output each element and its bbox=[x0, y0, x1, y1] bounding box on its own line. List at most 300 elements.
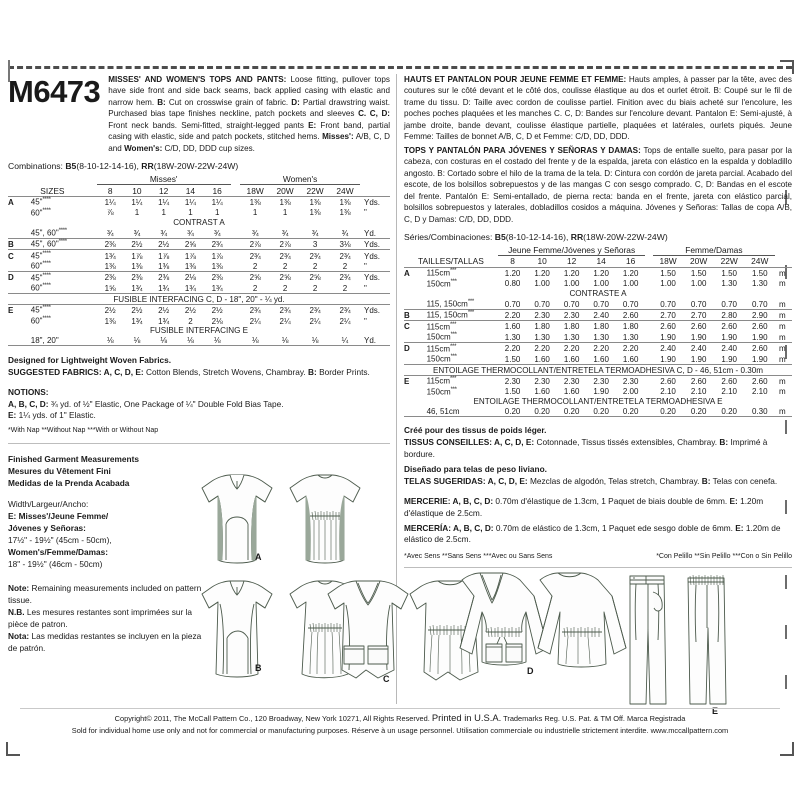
yardage-value: 1¼ bbox=[131, 198, 143, 207]
row-view-code: D bbox=[8, 273, 14, 283]
yardage-value: 1¼ bbox=[184, 198, 196, 207]
yardage-value: 2¼ bbox=[279, 316, 291, 326]
nap-marker: **** bbox=[42, 250, 51, 257]
fgm-womens-value: 18" - 19½" (46cm - 50cm) bbox=[8, 559, 103, 570]
yardage-value: 1.00 bbox=[534, 279, 550, 289]
nap-marker: **** bbox=[58, 239, 67, 246]
row-unit: Yds. bbox=[363, 306, 380, 316]
row-unit: m bbox=[779, 268, 786, 278]
yardage-value: 2¼ bbox=[249, 316, 261, 326]
yardage-value: 1.80 bbox=[534, 322, 550, 332]
yardage-value: 2.30 bbox=[563, 376, 580, 386]
yardage-value: 1⅞ bbox=[158, 251, 170, 261]
yardage-value: 1⅜ bbox=[279, 198, 291, 207]
row-unit: Yds. bbox=[363, 273, 380, 283]
row-view-code bbox=[8, 228, 20, 239]
footer-printed-in-usa: Printed in U.S.A. bbox=[431, 712, 502, 723]
suggested-fabrics-french bbox=[404, 437, 792, 461]
yardage-value: ¾ bbox=[187, 228, 194, 238]
notions-spanish bbox=[404, 523, 792, 547]
yardage-value: 1.60 bbox=[622, 354, 639, 364]
yardage-value: 2½ bbox=[158, 240, 170, 250]
yardage-value: 1 bbox=[214, 208, 220, 218]
yardage-value: 2.30 bbox=[593, 376, 609, 386]
designed-for-spanish-text: Diseñado para telas de peso liviano. bbox=[404, 464, 547, 475]
table-row bbox=[404, 309, 792, 320]
yardage-value: 3⅛ bbox=[339, 240, 351, 250]
yardage-value: 3 bbox=[312, 240, 318, 250]
suggested-fabrics-views: A, C, D, E: bbox=[101, 367, 144, 378]
yardage-value: 0.70 bbox=[721, 299, 737, 309]
row-unit: " bbox=[363, 261, 367, 271]
notions-spanish-views: A, B, C, D: bbox=[451, 522, 494, 533]
yardage-value: 2.20 bbox=[534, 344, 550, 354]
row-view-code bbox=[404, 407, 416, 417]
group-header-womens: Femme/Damas bbox=[653, 244, 775, 255]
yardage-value: 2¼ bbox=[339, 316, 351, 326]
english-description-body-5: Front band, partial casing with elastic, side and patch pockets, stitched hems. bbox=[108, 120, 390, 142]
view-letter-d: D bbox=[527, 666, 534, 676]
yardage-value: 1.90 bbox=[660, 332, 676, 342]
yardage-value: 1⅜ bbox=[104, 261, 116, 271]
row-view-code bbox=[404, 278, 416, 288]
notions-heading-text: NOTIONS: bbox=[8, 386, 49, 397]
view-letter-b: B bbox=[255, 663, 262, 673]
notions-line-2 bbox=[8, 410, 390, 422]
yardage-value: 0.20 bbox=[593, 406, 609, 416]
yardage-value: 2¾ bbox=[339, 306, 351, 316]
spanish-description bbox=[404, 145, 792, 225]
size-header: 10 bbox=[132, 185, 142, 196]
yardage-value: 1 bbox=[188, 208, 193, 218]
yardage-value: 1⅜ bbox=[309, 208, 321, 218]
band-label: ENTOILAGE THERMOCOLLANT/ENTRETELA TERMOADHESIVA E bbox=[473, 397, 723, 407]
fgm-title-fr-text: Mesures du Vêtement Fini bbox=[8, 466, 111, 477]
group-header-misses: Misses' bbox=[97, 173, 231, 184]
yardage-value: 2.60 bbox=[751, 344, 768, 354]
yardage-value: 1⅜ bbox=[249, 198, 261, 207]
notions-line-2-body: 1¼ yds. of 1" Elastic. bbox=[16, 410, 96, 421]
yardage-value: 1¾ bbox=[184, 283, 196, 293]
yardage-value: 2¾ bbox=[339, 251, 351, 261]
yardage-value: 2.80 bbox=[721, 311, 737, 320]
yardage-value: ¾ bbox=[311, 228, 319, 238]
view-letter-c: C bbox=[383, 674, 390, 684]
size-header: 18W bbox=[246, 185, 264, 196]
table-group-header bbox=[404, 244, 792, 255]
row-fabric-width: 46, 51cm bbox=[426, 406, 460, 416]
yardage-value: 2.40 bbox=[660, 344, 676, 354]
notions-french-heading: MERCERIE: bbox=[404, 496, 451, 507]
yardage-value: 2.90 bbox=[751, 311, 768, 320]
registration-corner-bottom-right bbox=[780, 742, 794, 756]
notions-line-1-views: A, B, C, D: bbox=[8, 398, 49, 409]
yardage-value: 0.30 bbox=[751, 406, 768, 416]
size-header: 22W bbox=[720, 256, 738, 267]
fabrics-english bbox=[8, 355, 390, 379]
yardage-value: 1.80 bbox=[622, 322, 639, 332]
yardage-value: ⅛ bbox=[133, 336, 141, 346]
yardage-value: ¾ bbox=[160, 228, 167, 238]
row-unit: m bbox=[779, 376, 786, 386]
yardage-value: 1.90 bbox=[690, 354, 707, 364]
yardage-value: ¾ bbox=[341, 228, 349, 238]
suggested-fabrics-label: SUGGESTED FABRICS: bbox=[8, 367, 102, 378]
size-header: 12 bbox=[566, 256, 577, 267]
yardage-value: 0.80 bbox=[504, 279, 521, 289]
english-view-d-label: D: bbox=[291, 97, 300, 107]
band-label: FUSIBLE INTERFACING C, D - 18", 20" - ¼ yd. bbox=[113, 294, 285, 304]
row-unit: m bbox=[779, 332, 786, 342]
yardage-value: 1.00 bbox=[563, 279, 580, 289]
yardage-value: 1⅜ bbox=[339, 208, 351, 218]
band-label: CONTRAST A bbox=[173, 218, 225, 228]
yardage-value: 2½ bbox=[131, 240, 143, 250]
yardage-value: 1.50 bbox=[504, 387, 521, 397]
yardage-value: 1.60 bbox=[534, 354, 550, 364]
combination-rr-sizes: (18W-20W-22W-24W) bbox=[153, 161, 239, 172]
row-fabric-width: 115, 150cm*** bbox=[426, 298, 474, 309]
suggested-fabrics-english bbox=[8, 367, 390, 379]
band-label: CONTRASTE A bbox=[569, 289, 627, 299]
suggested-fabrics-b-label: B: bbox=[308, 367, 317, 378]
nap-marker: *** bbox=[450, 268, 457, 275]
yardage-value: 2.40 bbox=[690, 344, 707, 354]
yardage-value: 2½ bbox=[104, 306, 116, 316]
section-rule bbox=[8, 443, 390, 444]
yardage-value: 2¾ bbox=[279, 306, 291, 316]
table-closing-rule bbox=[8, 346, 390, 347]
yardage-value: 1¼ bbox=[211, 198, 223, 207]
yardage-value: 2.60 bbox=[721, 322, 737, 332]
french-description bbox=[404, 74, 792, 143]
size-header: 14 bbox=[185, 185, 196, 196]
notions-spanish-body: 0.70m de elástico de 1.3cm, 1 Paquet ede sesgo doble de 6mm. bbox=[493, 522, 736, 533]
yardage-value: 2.40 bbox=[721, 344, 737, 354]
yardage-value: 2¾ bbox=[339, 273, 351, 283]
row-view-code: D bbox=[404, 344, 410, 354]
table-row bbox=[8, 196, 390, 207]
english-misses-label: Misses': bbox=[322, 132, 354, 142]
table-row bbox=[8, 336, 390, 346]
combination-rr-code-fr-es: RR bbox=[570, 232, 584, 243]
row-view-code: E bbox=[8, 306, 14, 316]
yardage-value: ⅛ bbox=[281, 336, 289, 346]
yardage-value: 1.30 bbox=[563, 332, 580, 342]
yardage-value: 0.20 bbox=[660, 406, 676, 416]
size-header: 14 bbox=[596, 256, 606, 267]
row-fabric-width: 60"**** bbox=[30, 283, 51, 293]
yardage-value: 1⅞ bbox=[131, 251, 143, 261]
yardage-value: 2 bbox=[282, 261, 288, 271]
size-header: 8 bbox=[107, 185, 113, 196]
yardage-value: 2.60 bbox=[751, 376, 768, 386]
yardage-value: 1.30 bbox=[534, 332, 550, 342]
yardage-value: 2.70 bbox=[690, 311, 707, 320]
table-sizes-header bbox=[8, 185, 390, 197]
yardage-value: 2¾ bbox=[249, 306, 261, 316]
yardage-value: 2⅞ bbox=[279, 240, 291, 250]
band-label: FUSIBLE INTERFACING E bbox=[149, 326, 249, 336]
notions-line-2-views: E: bbox=[8, 410, 17, 421]
row-view-code bbox=[8, 261, 20, 272]
row-fabric-width: 150cm*** bbox=[426, 278, 457, 289]
yardage-value: 2.30 bbox=[622, 376, 639, 386]
table-row bbox=[404, 299, 792, 310]
yardage-value: 2½ bbox=[158, 306, 170, 316]
row-unit: m bbox=[779, 279, 786, 289]
yardage-value: 0.20 bbox=[721, 406, 737, 416]
nap-marker: *** bbox=[450, 376, 457, 383]
headline-row bbox=[8, 74, 390, 154]
table-band-row bbox=[404, 397, 792, 407]
nap-marker: **** bbox=[42, 315, 51, 322]
table-band-row bbox=[8, 294, 390, 305]
note-spanish-body: Las medidas restantes se incluyen en la pieza de patrón. bbox=[8, 631, 202, 654]
pattern-number: M6473 bbox=[8, 74, 101, 109]
english-view-b-label: B: bbox=[157, 97, 166, 107]
yardage-value: 2⅛ bbox=[184, 273, 196, 283]
yardage-value: 1.20 bbox=[622, 268, 639, 278]
fabrics-spanish bbox=[404, 464, 792, 488]
yardage-value: 2½ bbox=[184, 306, 196, 316]
yardage-value: ¾ bbox=[251, 228, 259, 238]
combination-rr-code: RR bbox=[141, 161, 154, 172]
fgm-e-misses-label-text: E: Misses'/Jeune Femme/ bbox=[8, 511, 109, 522]
yardage-value: 1.60 bbox=[593, 354, 609, 364]
registration-tick bbox=[785, 625, 787, 639]
yardage-value: 1.30 bbox=[721, 279, 737, 289]
yardage-value: 2.20 bbox=[593, 344, 609, 354]
yardage-value: 1.50 bbox=[690, 268, 707, 278]
notions-english bbox=[8, 387, 390, 436]
combination-b5-sizes: (8-10-12-14-16), bbox=[76, 161, 139, 172]
yardage-value: 2¾ bbox=[309, 251, 321, 261]
suggested-fabrics-b-body-fr: Imprimé à bordure. bbox=[404, 436, 768, 459]
yardage-value: 1.00 bbox=[690, 279, 707, 289]
row-fabric-width: 60"**** bbox=[30, 315, 51, 326]
yardage-value: 1⅜ bbox=[309, 198, 321, 207]
english-description-body-4: Front neck bands. Semi-fitted, straight-legged pants bbox=[108, 120, 309, 130]
fgm-width-label: Width/Largeur/Ancho: bbox=[8, 499, 89, 510]
row-fabric-width: 45"**** bbox=[30, 272, 51, 283]
suggested-fabrics-label-fr: TISSUS CONSEILLES: bbox=[404, 436, 493, 447]
yardage-value: 2.10 bbox=[721, 387, 737, 397]
spanish-description-body: Tops de entalle suelto, para pasar por la cabeza, con costuras en el costado del frente y de la espalda, jareta con elástico en la espalda y dobladillo angosto. B: Cortado sobre el hilo de la trama de la tela. D: Cintura con cordón de jareta parcial. Acabado del escote, de los bolsillos sobrepuestos y de las mangas C con sesgo comprado. C, D: Bandas en el escote del frente. Pantalón E: Semi-entallado, de pierna recta: banda en el frente, jareta con elástico parcial, bolsillos sobrepuestos y laterales, dobladillos cosidos a máquina. Jóvenes y Señoras: Tallas de copa A/B, C, D y Damas: C/D, DD, DDD. bbox=[404, 145, 792, 224]
yardage-value: 2.40 bbox=[593, 311, 609, 320]
row-fabric-width: 45"**** bbox=[30, 305, 51, 316]
yardage-value: 0.70 bbox=[593, 299, 609, 309]
yardage-value: 2.10 bbox=[690, 387, 707, 397]
yardage-value: 1 bbox=[134, 208, 140, 218]
designed-for-spanish bbox=[404, 464, 792, 476]
size-header: 12 bbox=[159, 185, 169, 196]
yardage-value: 1⅝ bbox=[104, 283, 116, 293]
yardage-value: 2½ bbox=[131, 306, 143, 316]
yardage-value: 2⅛ bbox=[211, 316, 223, 326]
designed-for-english bbox=[8, 355, 390, 367]
yardage-value: ⅛ bbox=[160, 336, 167, 346]
yardage-value: 1 bbox=[161, 208, 166, 218]
table-row bbox=[8, 305, 390, 316]
yardage-value: 1.20 bbox=[504, 268, 521, 278]
yardage-value: 1⅜ bbox=[158, 261, 170, 271]
suggested-fabrics-b-label-fr: B: bbox=[719, 436, 729, 447]
yardage-value: 1.90 bbox=[721, 354, 737, 364]
nap-marker: *** bbox=[450, 321, 457, 328]
yardage-value: 1.60 bbox=[504, 322, 521, 332]
row-unit: " bbox=[363, 283, 367, 293]
row-unit: m bbox=[779, 354, 786, 364]
french-description-title: HAUTS ET PANTALON POUR JEUNE FEMME ET FEMME: bbox=[404, 75, 627, 84]
table-band-row bbox=[404, 289, 792, 299]
nap-marker: *** bbox=[450, 278, 457, 285]
yardage-value: 1.90 bbox=[751, 354, 768, 364]
table-row bbox=[404, 354, 792, 365]
nap-marker: **** bbox=[42, 261, 51, 268]
yardage-value: ¾ bbox=[106, 228, 114, 238]
yardage-value: 1.80 bbox=[563, 322, 580, 332]
yardage-value: 1.00 bbox=[660, 279, 676, 289]
fgm-e-misses-value: 17½" - 19½" (45cm - 50cm), bbox=[8, 535, 112, 546]
size-header: 10 bbox=[537, 256, 547, 267]
english-description-body-3: Partial drawstring waist. Purchased bias tape finishes neckline, patch pockets and sleeves bbox=[108, 97, 391, 119]
yardage-value: 0.20 bbox=[504, 406, 521, 416]
combinations-french-spanish bbox=[404, 232, 792, 242]
combination-rr-sizes-fr-es: (18W-20W-22W-24W) bbox=[583, 232, 668, 243]
yardage-value: 2¾ bbox=[279, 251, 291, 261]
yardage-value: 2.30 bbox=[563, 311, 580, 320]
note-english-label: Note: bbox=[8, 583, 30, 594]
suggested-fabrics-spanish bbox=[404, 476, 792, 488]
table-group-header bbox=[8, 173, 390, 184]
table-band-row bbox=[404, 365, 792, 376]
yardage-value: 0.70 bbox=[563, 299, 580, 309]
yardage-value: 1.50 bbox=[751, 268, 768, 278]
yardage-value: 1.30 bbox=[622, 332, 639, 342]
suggested-fabrics-b-body: Border Prints. bbox=[316, 367, 370, 378]
table-row bbox=[8, 207, 390, 217]
yardage-value: 2.20 bbox=[504, 311, 521, 320]
nap-marker: *** bbox=[467, 310, 474, 317]
yardage-value: 2.60 bbox=[660, 322, 676, 332]
yardage-value: 1.60 bbox=[563, 354, 580, 364]
yardage-table-english bbox=[8, 173, 390, 347]
row-fabric-width: 60"**** bbox=[30, 207, 51, 218]
note-english-body: Remaining measurements included on pattern tissue. bbox=[8, 583, 202, 606]
yardage-value: 2 bbox=[282, 283, 288, 293]
english-description-body-7: C/D, DD, DDD cup sizes. bbox=[162, 143, 255, 153]
yardage-value: 2.60 bbox=[721, 376, 737, 386]
row-unit: Yds. bbox=[363, 251, 380, 261]
designed-for-french bbox=[404, 425, 792, 437]
yardage-value: 2 bbox=[312, 261, 318, 271]
row-unit: m bbox=[779, 344, 786, 354]
table-row bbox=[404, 386, 792, 396]
yardage-value: 0.20 bbox=[622, 406, 639, 416]
yardage-value: 1¾ bbox=[131, 283, 143, 293]
yardage-value: 1.20 bbox=[563, 268, 580, 278]
yardage-value: 1.80 bbox=[593, 322, 609, 332]
english-description bbox=[108, 74, 390, 154]
band-label: ENTOILAGE THERMOCOLLANT/ENTRETELA TERMOADHESIVA C, D - 46, 51cm - 0.30m bbox=[433, 365, 763, 375]
row-view-code: C bbox=[404, 322, 410, 332]
nap-marker: *** bbox=[450, 332, 457, 339]
yardage-value: 2.10 bbox=[751, 387, 768, 397]
yardage-value: 2 bbox=[342, 261, 348, 271]
notions-line-1 bbox=[8, 399, 390, 411]
row-unit: Yd. bbox=[363, 228, 376, 238]
table-sizes-header bbox=[404, 256, 792, 268]
combination-b5-code: B5 bbox=[65, 161, 77, 172]
yardage-value: 2 bbox=[252, 261, 258, 271]
row-fabric-width: 150cm*** bbox=[426, 386, 457, 397]
yardage-value: ⅛ bbox=[213, 336, 221, 346]
yardage-value: 2¾ bbox=[249, 251, 261, 261]
yardage-value: 2⅜ bbox=[104, 240, 116, 250]
table-row bbox=[404, 375, 792, 386]
footer-rule bbox=[20, 708, 780, 709]
yardage-value: 1.60 bbox=[563, 387, 580, 397]
row-view-code: C bbox=[8, 251, 14, 261]
yardage-value: 2⅝ bbox=[309, 273, 321, 283]
yardage-value: 1⅞ bbox=[211, 251, 223, 261]
nap-marker: **** bbox=[42, 207, 51, 214]
notions-french-body: 0.70m d'élastique de 1.3cm, 1 Paquet de biais double de 6mm. bbox=[493, 496, 730, 507]
yardage-value: 2.30 bbox=[534, 311, 550, 320]
view-letter-e: E bbox=[712, 706, 719, 716]
yardage-value: ¾ bbox=[281, 228, 289, 238]
suggested-fabrics-b-label-es: B: bbox=[701, 476, 711, 487]
yardage-value: ⅛ bbox=[187, 336, 194, 346]
notions-french-e-body: 1.20m d'élastique de 2.5cm. bbox=[404, 496, 764, 518]
notions-spanish-e-label: E: bbox=[735, 522, 744, 533]
row-view-code bbox=[404, 299, 416, 310]
yardage-value: 2.20 bbox=[563, 344, 580, 354]
yardage-value: 1.90 bbox=[593, 387, 609, 397]
nap-marker: *** bbox=[467, 298, 474, 305]
yardage-value: 2.20 bbox=[504, 344, 521, 354]
suggested-fabrics-body-es: Mezclas de algodón, Telas stretch, Chambray. bbox=[527, 476, 702, 487]
yardage-value: 2.60 bbox=[690, 322, 707, 332]
row-fabric-width: 150cm*** bbox=[426, 332, 457, 342]
nap-marker: *** bbox=[450, 354, 457, 361]
yardage-value: 2 bbox=[312, 283, 318, 293]
french-spanish-column bbox=[404, 74, 792, 568]
yardage-value: 1.90 bbox=[690, 332, 707, 342]
row-unit: Yds. bbox=[363, 198, 380, 207]
yardage-value: 1.20 bbox=[534, 268, 550, 278]
yardage-value: 2⅞ bbox=[249, 240, 261, 250]
yardage-value: 0.20 bbox=[534, 406, 550, 416]
yardage-value: 1⅜ bbox=[339, 198, 351, 207]
yardage-value: 2 bbox=[252, 283, 258, 293]
table-row bbox=[404, 343, 792, 354]
yardage-value: 1.20 bbox=[593, 268, 609, 278]
designed-for-french-text: Créé pour des tissus de poids léger. bbox=[404, 425, 547, 436]
group-header-womens: Women's bbox=[240, 173, 360, 184]
registration-tick bbox=[785, 575, 787, 589]
yardage-value: 2⅜ bbox=[131, 273, 143, 283]
row-fabric-width: 115cm*** bbox=[426, 376, 457, 386]
yardage-value: 2.00 bbox=[622, 387, 639, 397]
yardage-value: 1¾ bbox=[211, 283, 223, 293]
yardage-value: 1⅜ bbox=[184, 261, 196, 271]
english-view-e-label: E: bbox=[308, 120, 317, 130]
yardage-value: 1¾ bbox=[131, 316, 143, 326]
table-row bbox=[8, 272, 390, 283]
suggested-fabrics-b-body-es: Telas con cenefa. bbox=[710, 476, 778, 487]
